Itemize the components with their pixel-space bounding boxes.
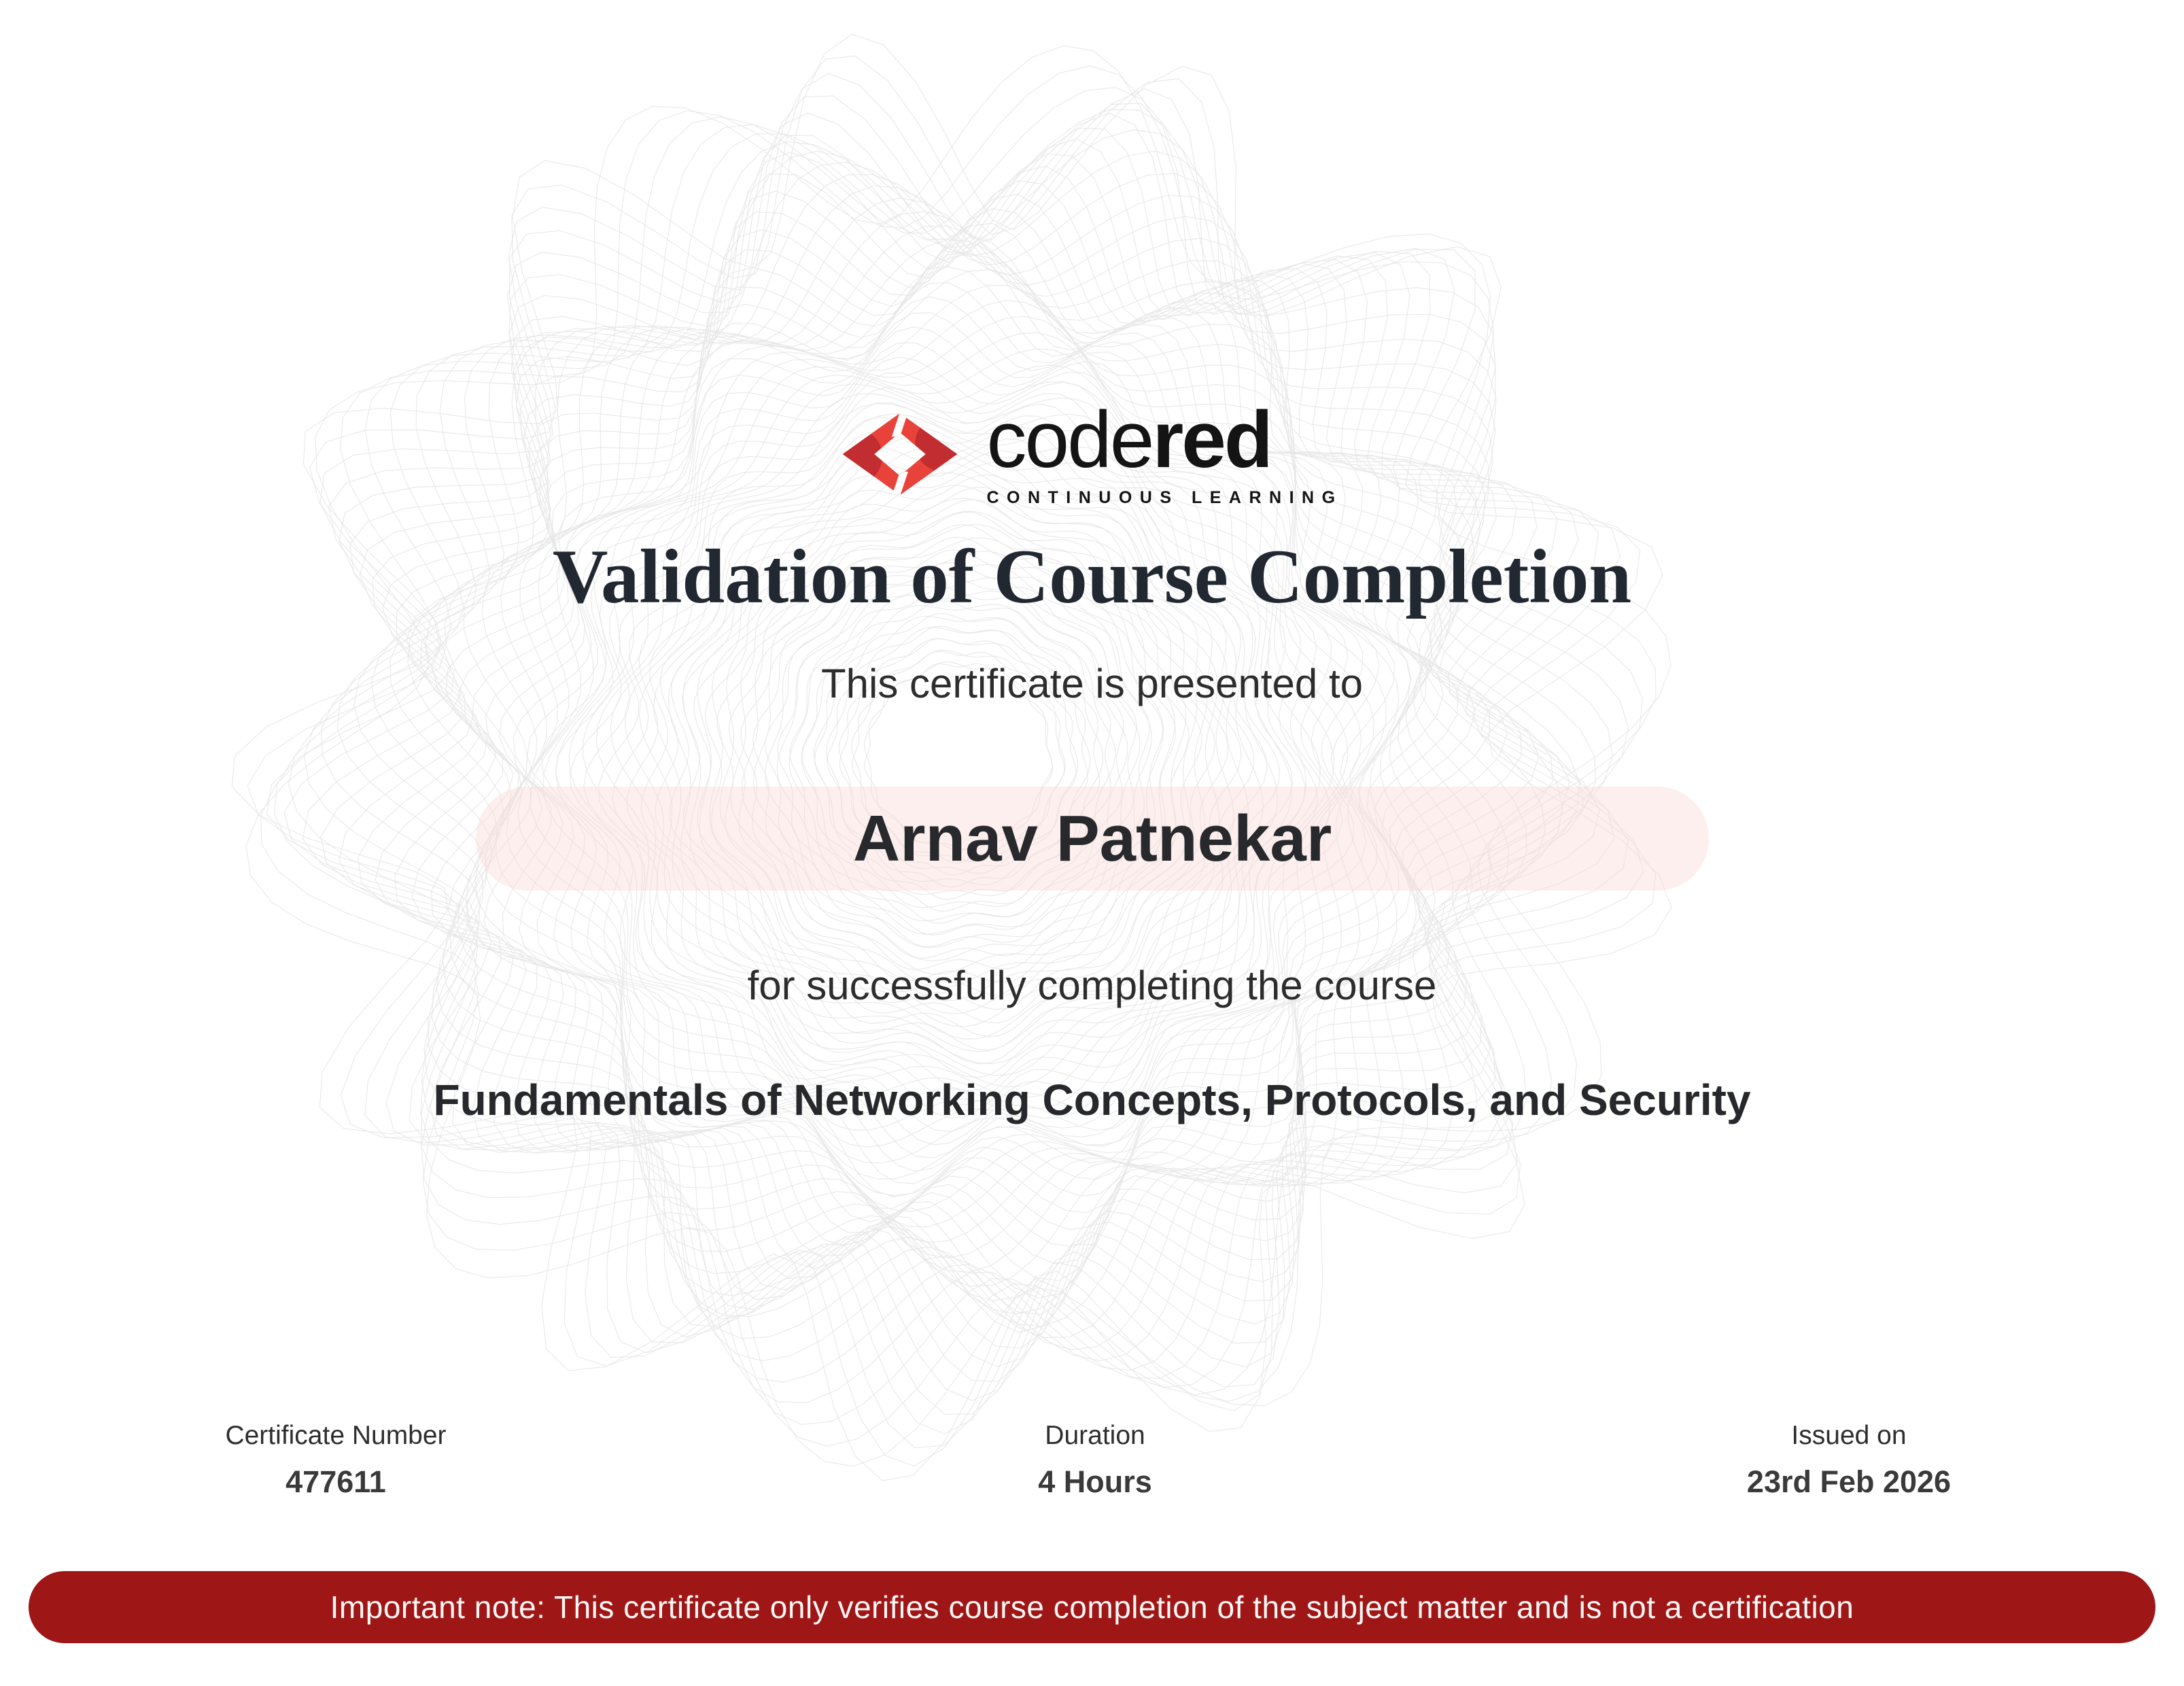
brand-prefix: code (986, 395, 1153, 485)
recipient-name-band (476, 787, 1709, 891)
recipient-name: Arnav Patnekar (852, 802, 1332, 875)
important-note-text: Important note: This certificate only verifies course completion of the subject matter and is not a certification (330, 1589, 1854, 1625)
meta-certificate-number (225, 1422, 446, 1497)
completion-line: for successfully completing the course (747, 963, 1437, 1008)
duration-value: 4 Hours (1038, 1464, 1152, 1499)
certificate-title: Validation of Course Completion (552, 534, 1632, 619)
codered-logo (841, 395, 1343, 508)
issued-on-value: 23rd Feb 2026 (1746, 1464, 1952, 1499)
meta-issued-on (1747, 1422, 1951, 1497)
presented-line: This certificate is presented to (820, 661, 1364, 706)
important-note-banner (29, 1571, 2155, 1643)
duration-label: Duration (1045, 1421, 1145, 1450)
issued-on-label: Issued on (1791, 1421, 1907, 1450)
brand-suffix: red (1152, 395, 1271, 485)
certificate-number-label: Certificate Number (225, 1421, 447, 1450)
brand-wordmark (986, 395, 1342, 485)
course-title: Fundamentals of Networking Concepts, Protocols, and Security (433, 1076, 1751, 1124)
brand-tagline: CONTINUOUS LEARNING (986, 488, 1343, 507)
logo-text (986, 395, 1343, 508)
certificate-number-value: 477611 (285, 1464, 386, 1499)
codered-diamond-icon (841, 412, 958, 496)
meta-duration (1038, 1422, 1152, 1497)
